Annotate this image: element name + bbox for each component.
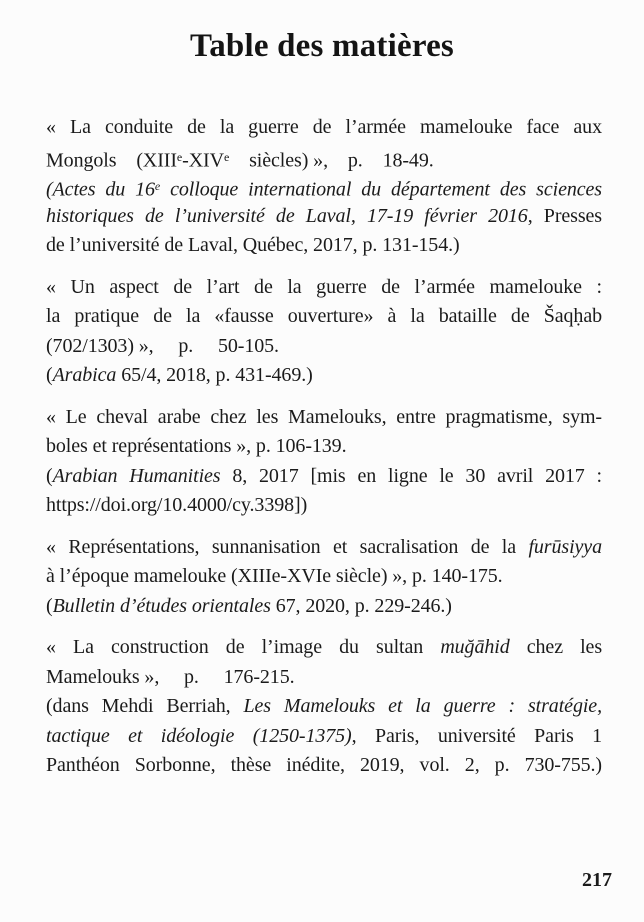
text-segment: ( [46, 364, 53, 386]
toc-line [46, 432, 602, 462]
text-segment: siècles) », p. 18-49. [229, 148, 434, 171]
toc-entry [46, 633, 602, 781]
text-segment: 8, 2017 [mis en ligne le 30 avril 2017 : [220, 464, 602, 487]
text-segment: , Paris, université Paris 1 [351, 724, 602, 747]
text-segment: Panthéon Sorbonne, thèse inédite, 2019, vol. 2, p. 730-755.) [46, 754, 602, 776]
text-segment: (702/1303) », p. 50-105. [46, 334, 279, 357]
toc-entry [46, 113, 602, 261]
page-number: 217 [582, 869, 612, 891]
text-segment: 67, 2020, p. 229-246.) [270, 594, 452, 617]
text-segment: « La conduite de la guerre de l’armée mamelouke face aux [46, 116, 602, 138]
text-segment: , Presses [527, 204, 602, 227]
toc-entries [46, 113, 602, 793]
toc-line [46, 663, 602, 693]
italic-text: Bulletin d’études orientales [52, 594, 271, 617]
toc-line [46, 491, 602, 521]
italic-text: colloque international du département des sciences [160, 178, 602, 201]
toc-line [46, 462, 602, 492]
toc-line [46, 562, 602, 592]
text-segment: e [223, 149, 230, 164]
italic-text: historiques de l’université de Laval, 17-19 février 2016 [46, 204, 528, 227]
text-segment: chez les [509, 636, 602, 658]
text-segment: à l’époque mamelouke (XIIIe-XVIe siècle) », p. 140-175. [46, 565, 503, 587]
text-segment: de l’université de Laval, Québec, 2017, p. 131-154.) [46, 234, 460, 256]
toc-entry [46, 403, 602, 521]
text-segment: « Un aspect de l’art de la guerre de l’armée mamelouke : [46, 275, 602, 298]
italic-text: Les Mamelouks et la guerre : stratégie, [243, 695, 602, 717]
toc-line [46, 751, 602, 781]
toc-line [46, 202, 602, 232]
text-segment: Mamelouks », p. 176-215. [46, 665, 295, 688]
toc-entry [46, 273, 602, 391]
toc-line [46, 231, 602, 261]
toc-line [46, 273, 602, 303]
toc-line [46, 533, 602, 563]
italic-text: Arabian Humanities [52, 464, 221, 487]
text-segment: la pratique de la «fausse ouverture» à la bataille de Šaqḥab [46, 305, 602, 327]
text-segment: e [176, 149, 183, 164]
text-segment: Mongols (XIII [46, 148, 177, 171]
toc-line [46, 143, 602, 173]
text-segment: boles et représentations », p. 106-139. [46, 435, 347, 457]
italic-text: furūsiyya [528, 535, 602, 558]
text-segment: -XIV [182, 148, 224, 171]
toc-line [46, 722, 602, 752]
toc-line [46, 361, 602, 391]
toc-line [46, 633, 602, 663]
toc-line [46, 113, 602, 143]
text-segment: « Représentations, sunnanisation et sacralisation de la [46, 535, 529, 558]
toc-line [46, 332, 602, 362]
toc-line [46, 403, 602, 433]
toc-entry [46, 533, 602, 622]
toc-line [46, 692, 602, 722]
text-segment: « Le cheval arabe chez les Mamelouks, entre pragmatisme, sym- [46, 405, 602, 428]
toc-line [46, 172, 602, 202]
text-segment: 65/4, 2018, p. 431-469.) [116, 364, 313, 386]
text-segment: (dans Mehdi Berriah, [46, 695, 244, 717]
text-segment: https://doi.org/10.4000/cy.3398]) [46, 494, 308, 516]
text-segment: ( [46, 464, 53, 487]
toc-line [46, 592, 602, 622]
italic-text: Arabica [52, 364, 117, 386]
italic-text: (Actes du 16 [46, 178, 155, 201]
text-segment: ( [46, 594, 53, 617]
text-segment: « La construction de l’image du sultan [46, 636, 441, 658]
page-title: Table des matières [190, 28, 454, 64]
italic-text: tactique et idéologie (1250-1375) [46, 724, 352, 747]
italic-text: muğāhid [440, 636, 510, 658]
italic-text: e [154, 179, 161, 193]
toc-line [46, 302, 602, 332]
